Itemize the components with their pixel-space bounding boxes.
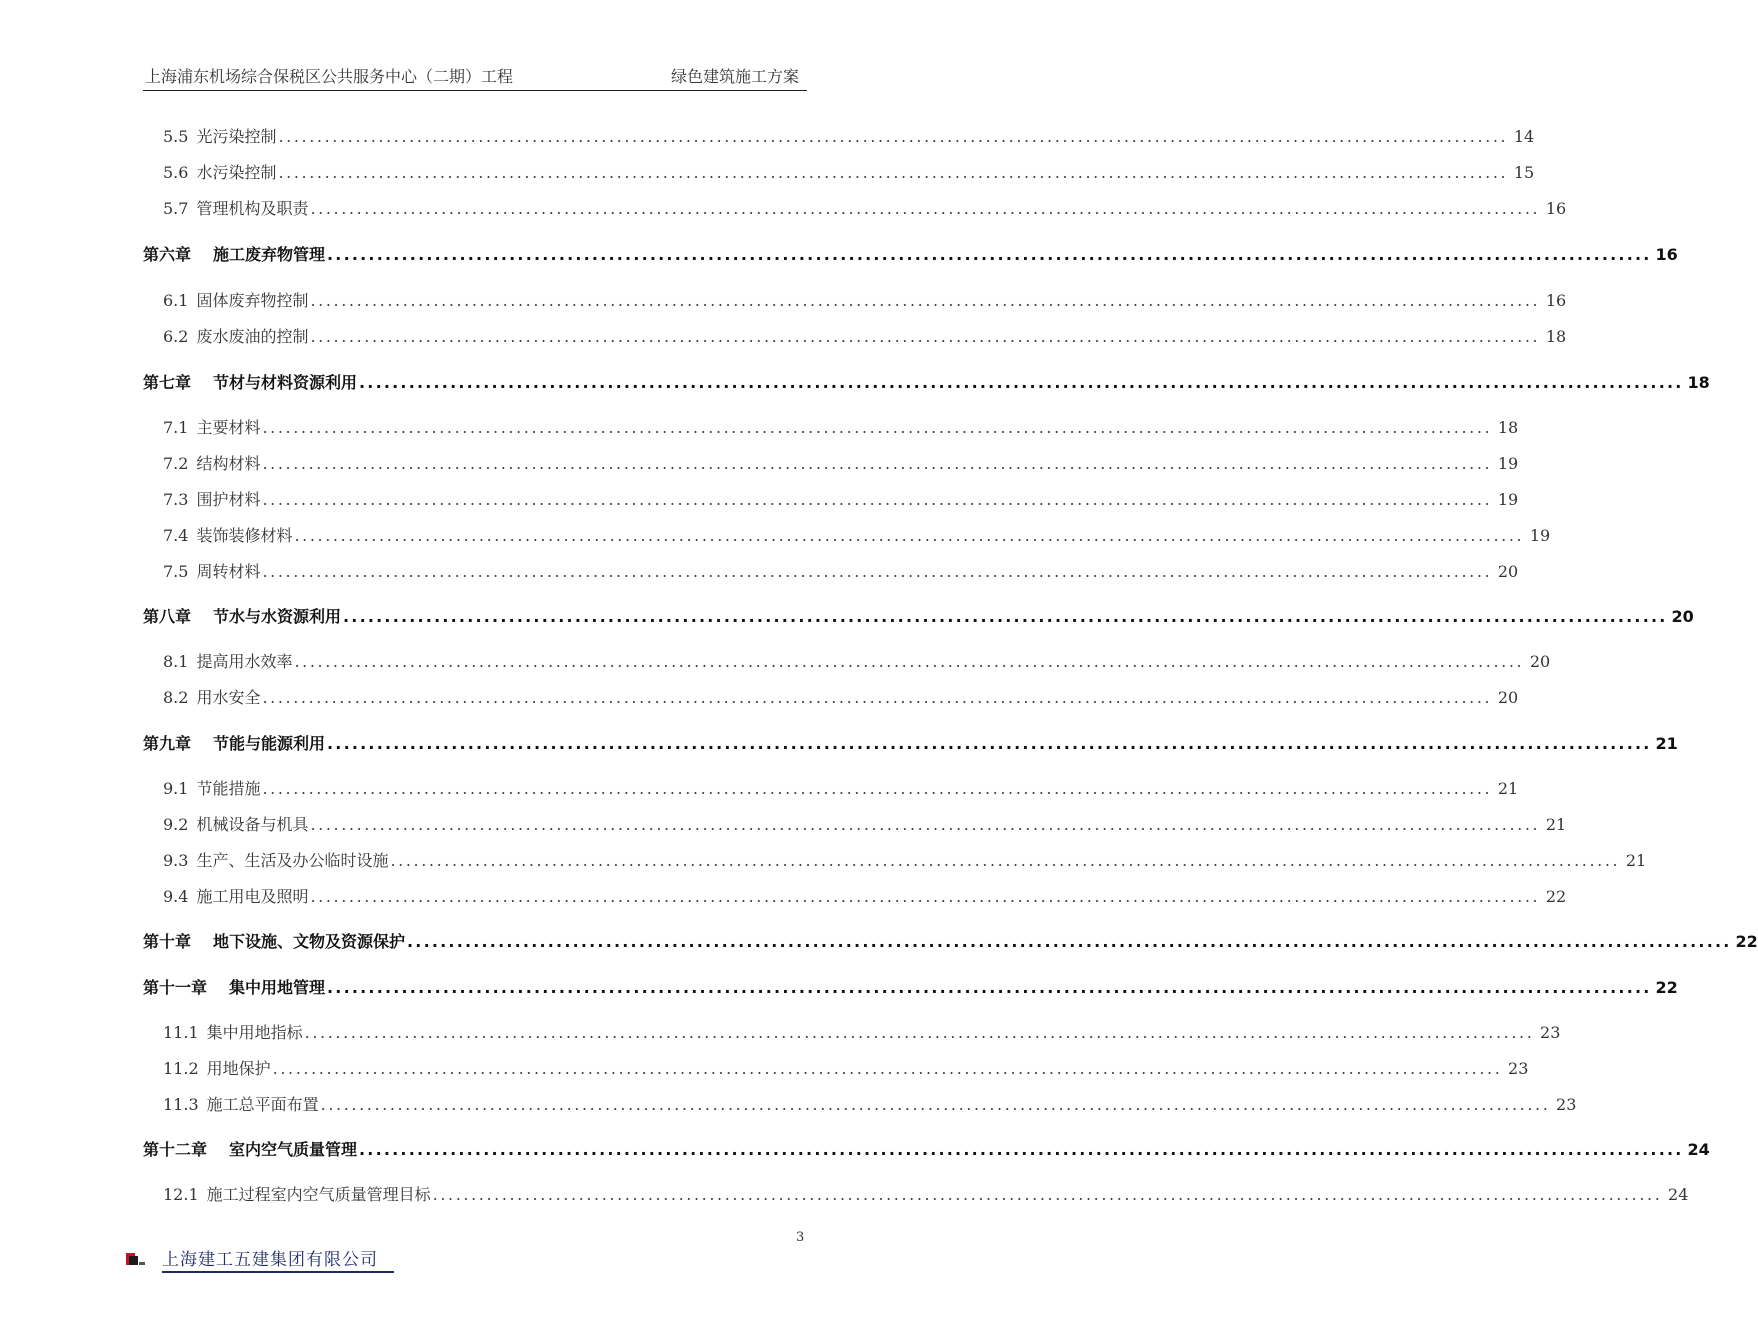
toc-entry-heading <box>143 776 260 799</box>
toc-entry-number: 5.6 <box>163 163 189 182</box>
toc-entry-heading <box>143 124 276 147</box>
toc-entry-page: 21 <box>1497 779 1519 798</box>
toc-entry-number: 第八章 <box>143 607 192 626</box>
toc-chapter-entry[interactable] <box>143 975 1678 997</box>
toc-entry-title: 施工用电及照明 <box>196 887 309 906</box>
toc-entry-number: 8.1 <box>163 652 189 671</box>
toc-entry-page: 23 <box>1508 1059 1529 1078</box>
toc-section-entry[interactable] <box>143 649 1551 671</box>
toc-entry-number: 第十二章 <box>143 1140 208 1159</box>
toc-dot-leader: ................................................................................................................................................................ <box>294 652 1525 671</box>
page-number: 3 <box>796 1230 805 1245</box>
toc-entry-title: 光污染控制 <box>196 127 277 146</box>
toc-section-entry[interactable] <box>143 124 1535 146</box>
toc-section-entry[interactable] <box>143 1020 1561 1042</box>
company-logo-icon <box>126 1251 146 1267</box>
toc-chapter-entry[interactable] <box>143 242 1678 264</box>
toc-entry-number: 11.3 <box>163 1095 199 1114</box>
toc-entry-page: 16 <box>1545 291 1567 310</box>
toc-dot-leader: ................................................................................................................................................................ <box>407 932 1732 951</box>
toc-entry-page: 23 <box>1556 1095 1577 1114</box>
toc-entry-page: 22 <box>1655 978 1678 997</box>
toc-entry-number: 第九章 <box>143 734 192 753</box>
toc-section-entry[interactable] <box>143 160 1535 182</box>
toc-dot-leader: ................................................................................................................................................................ <box>278 127 1509 146</box>
toc-dot-leader: ................................................................................................................................................................ <box>262 688 1493 707</box>
toc-entry-heading <box>143 288 308 311</box>
toc-entry-title: 地下设施、文物及资源保护 <box>213 932 406 951</box>
toc-entry-heading <box>143 649 292 672</box>
toc-entry-title: 废水废油的控制 <box>196 327 309 346</box>
toc-chapter-entry[interactable] <box>143 604 1694 626</box>
toc-entry-heading <box>143 884 308 907</box>
toc-entry-number: 第七章 <box>143 373 192 392</box>
toc-section-entry[interactable] <box>143 523 1551 545</box>
toc-dot-leader: ................................................................................................................................................................ <box>272 1059 1503 1078</box>
toc-entry-heading <box>143 1137 357 1160</box>
toc-entry-title: 固体废弃物控制 <box>196 291 309 310</box>
toc-chapter-entry[interactable] <box>143 731 1678 753</box>
page-header <box>143 66 807 91</box>
toc-section-entry[interactable] <box>143 848 1647 870</box>
toc-entry-title: 节能措施 <box>196 779 261 798</box>
company-name: 上海建工五建集团有限公司 <box>162 1250 378 1270</box>
toc-entry-title: 用地保护 <box>206 1059 271 1078</box>
toc-entry-number: 12.1 <box>163 1185 199 1204</box>
toc-entry-number: 9.2 <box>163 815 189 834</box>
toc-entry-page: 20 <box>1497 688 1519 707</box>
toc-entry-page: 14 <box>1513 127 1535 146</box>
toc-entry-number: 7.3 <box>163 490 189 509</box>
toc-section-entry[interactable] <box>143 559 1519 581</box>
toc-dot-leader: ................................................................................................................................................................ <box>262 779 1493 798</box>
toc-dot-leader: ................................................................................................................................................................ <box>278 163 1509 182</box>
toc-entry-number: 8.2 <box>163 688 189 707</box>
toc-entry-heading <box>143 370 357 393</box>
toc-dot-leader: ................................................................................................................................................................ <box>262 562 1493 581</box>
toc-entry-page: 21 <box>1625 851 1647 870</box>
toc-entry-title: 集中用地管理 <box>229 978 326 997</box>
toc-entry-page: 20 <box>1529 652 1551 671</box>
toc-entry-number: 5.7 <box>163 199 189 218</box>
toc-entry-page: 18 <box>1687 373 1710 392</box>
toc-entry-page: 19 <box>1529 526 1551 545</box>
toc-section-entry[interactable] <box>143 812 1567 834</box>
toc-entry-title: 施工过程室内空气质量管理目标 <box>206 1185 431 1204</box>
toc-entry-heading <box>143 451 260 474</box>
header-project-title: 上海浦东机场综合保税区公共服务中心（二期）工程 <box>145 67 514 86</box>
toc-entry-page: 16 <box>1545 199 1567 218</box>
toc-entry-page: 15 <box>1513 163 1535 182</box>
toc-entry-number: 7.5 <box>163 562 189 581</box>
toc-entry-page: 23 <box>1540 1023 1561 1042</box>
toc-dot-leader: ................................................................................................................................................................ <box>359 373 1684 392</box>
toc-entry-heading <box>143 1056 271 1079</box>
toc-dot-leader: ................................................................................................................................................................ <box>310 199 1541 218</box>
toc-entry-heading <box>143 848 388 871</box>
toc-entry-title: 施工总平面布置 <box>206 1095 319 1114</box>
toc-entry-heading <box>143 196 308 219</box>
toc-entry-title: 主要材料 <box>196 418 261 437</box>
toc-dot-leader: ................................................................................................................................................................ <box>390 851 1621 870</box>
toc-entry-title: 提高用水效率 <box>196 652 293 671</box>
toc-dot-leader: ................................................................................................................................................................ <box>262 454 1493 473</box>
toc-entry-number: 11.2 <box>163 1059 199 1078</box>
toc-entry-heading <box>143 604 341 627</box>
toc-entry-number: 6.1 <box>163 291 189 310</box>
toc-dot-leader: ................................................................................................................................................................ <box>432 1185 1663 1204</box>
toc-entry-title: 周转材料 <box>196 562 261 581</box>
toc-dot-leader: ................................................................................................................................................................ <box>359 1140 1684 1159</box>
toc-entry-title: 集中用地指标 <box>206 1023 303 1042</box>
toc-entry-title: 结构材料 <box>196 454 261 473</box>
toc-chapter-entry[interactable] <box>143 929 1758 951</box>
toc-section-entry[interactable] <box>143 288 1567 310</box>
toc-entry-heading <box>143 523 292 546</box>
toc-entry-heading <box>143 685 260 708</box>
toc-entry-page: 18 <box>1497 418 1519 437</box>
toc-entry-page: 24 <box>1687 1140 1710 1159</box>
toc-entry-title: 围护材料 <box>196 490 261 509</box>
toc-entry-page: 20 <box>1497 562 1519 581</box>
toc-entry-title: 节材与材料资源利用 <box>213 373 358 392</box>
toc-entry-page: 22 <box>1735 932 1758 951</box>
toc-entry-number: 6.2 <box>163 327 189 346</box>
toc-entry-number: 第六章 <box>143 245 192 264</box>
toc-entry-page: 16 <box>1655 245 1678 264</box>
toc-entry-page: 22 <box>1545 887 1567 906</box>
header-document-title: 绿色建筑施工方案 <box>670 67 799 86</box>
toc-entry-number: 7.4 <box>163 526 189 545</box>
toc-entry-heading <box>143 559 260 582</box>
toc-dot-leader: ................................................................................................................................................................ <box>327 978 1652 997</box>
toc-section-entry[interactable] <box>143 487 1519 509</box>
toc-entry-heading <box>143 415 260 438</box>
toc-dot-leader: ................................................................................................................................................................ <box>310 291 1541 310</box>
toc-dot-leader: ................................................................................................................................................................ <box>262 490 1493 509</box>
toc-entry-heading <box>143 324 308 347</box>
toc-entry-page: 19 <box>1497 454 1519 473</box>
toc-entry-number: 9.3 <box>163 851 189 870</box>
toc-entry-page: 19 <box>1497 490 1519 509</box>
toc-entry-number: 7.2 <box>163 454 189 473</box>
toc-entry-number: 9.1 <box>163 779 189 798</box>
toc-entry-title: 节水与水资源利用 <box>213 607 342 626</box>
toc-entry-title: 机械设备与机具 <box>196 815 309 834</box>
toc-entry-heading <box>143 929 405 952</box>
toc-entry-page: 20 <box>1671 607 1694 626</box>
toc-entry-heading <box>143 487 260 510</box>
toc-entry-number: 11.1 <box>163 1023 199 1042</box>
toc-entry-title: 室内空气质量管理 <box>229 1140 358 1159</box>
toc-entry-number: 5.5 <box>163 127 189 146</box>
toc-dot-leader: ................................................................................................................................................................ <box>310 327 1541 346</box>
toc-entry-title: 管理机构及职责 <box>196 199 309 218</box>
toc-entry-heading <box>143 731 325 754</box>
footer-rule <box>162 1271 394 1273</box>
toc-dot-leader: ................................................................................................................................................................ <box>310 887 1541 906</box>
toc-entry-page: 21 <box>1545 815 1567 834</box>
toc-dot-leader: ................................................................................................................................................................ <box>327 734 1652 753</box>
toc-entry-heading <box>143 1092 319 1115</box>
toc-entry-page: 24 <box>1668 1185 1689 1204</box>
toc-section-entry[interactable] <box>143 1182 1689 1204</box>
toc-dot-leader: ................................................................................................................................................................ <box>320 1095 1551 1114</box>
toc-entry-title: 装饰装修材料 <box>196 526 293 545</box>
toc-section-entry[interactable] <box>143 884 1567 906</box>
toc-entry-page: 21 <box>1655 734 1678 753</box>
toc-entry-number: 第十章 <box>143 932 192 951</box>
toc-section-entry[interactable] <box>143 324 1567 346</box>
toc-dot-leader: ................................................................................................................................................................ <box>343 607 1668 626</box>
toc-section-entry[interactable] <box>143 415 1519 437</box>
toc-dot-leader: ................................................................................................................................................................ <box>294 526 1525 545</box>
toc-entry-title: 水污染控制 <box>196 163 277 182</box>
toc-chapter-entry[interactable] <box>143 1137 1710 1159</box>
toc-entry-number: 第十一章 <box>143 978 208 997</box>
toc-entry-heading <box>143 160 276 183</box>
toc-entry-number: 9.4 <box>163 887 189 906</box>
toc-section-entry[interactable] <box>143 451 1519 473</box>
toc-entry-title: 施工废弃物管理 <box>213 245 326 264</box>
toc-entry-heading <box>143 1020 303 1043</box>
toc-section-entry[interactable] <box>143 1056 1529 1078</box>
page-footer <box>126 1243 396 1275</box>
toc-section-entry[interactable] <box>143 196 1567 218</box>
toc-dot-leader: ................................................................................................................................................................ <box>304 1023 1535 1042</box>
toc-chapter-entry[interactable] <box>143 370 1710 392</box>
toc-entry-page: 18 <box>1545 327 1567 346</box>
toc-dot-leader: ................................................................................................................................................................ <box>327 245 1652 264</box>
toc-section-entry[interactable] <box>143 685 1519 707</box>
toc-section-entry[interactable] <box>143 1092 1577 1114</box>
toc-dot-leader: ................................................................................................................................................................ <box>262 418 1493 437</box>
toc-entry-number: 7.1 <box>163 418 189 437</box>
toc-entry-title: 生产、生活及办公临时设施 <box>196 851 389 870</box>
toc-entry-heading <box>143 975 325 998</box>
toc-entry-heading <box>143 812 308 835</box>
toc-entry-title: 节能与能源利用 <box>213 734 326 753</box>
toc-entry-heading <box>143 242 325 265</box>
toc-entry-heading <box>143 1182 431 1205</box>
toc-dot-leader: ................................................................................................................................................................ <box>310 815 1541 834</box>
toc-entry-title: 用水安全 <box>196 688 261 707</box>
toc-section-entry[interactable] <box>143 776 1519 798</box>
